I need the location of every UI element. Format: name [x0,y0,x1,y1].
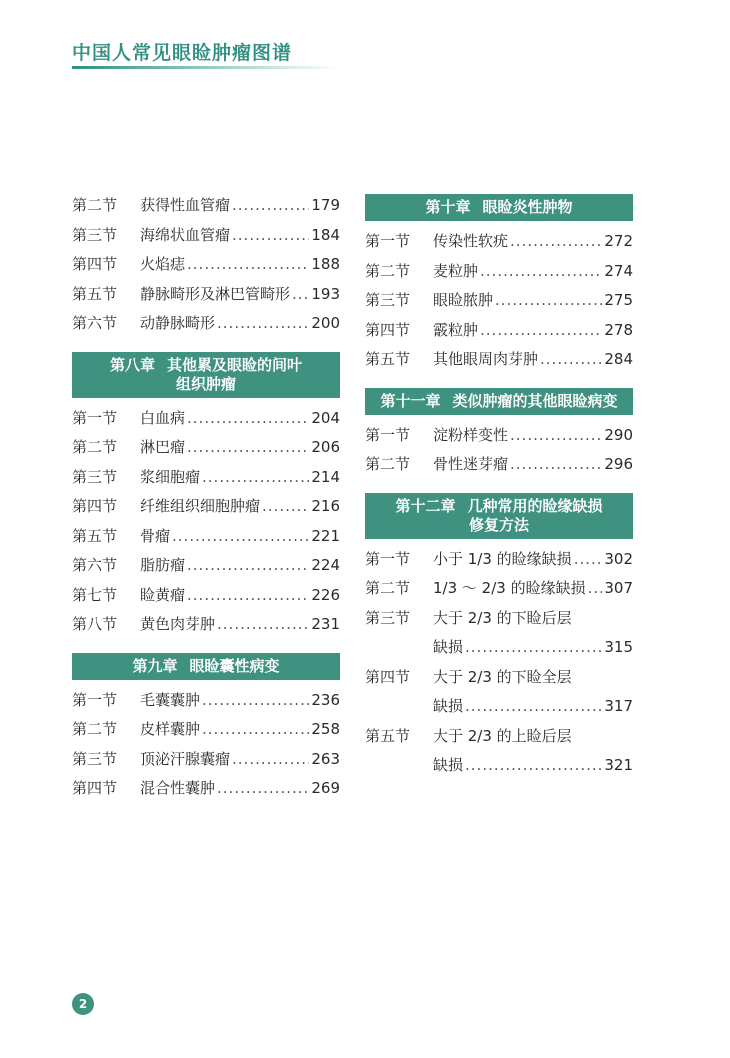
section-number: 第三节 [72,467,118,486]
dot-leader [465,697,602,715]
toc-entry[interactable] [365,548,633,578]
toc-left-column [72,194,340,807]
section-number: 第五节 [365,726,411,745]
section-number: 第七节 [72,585,118,604]
dot-leader [217,615,309,633]
section-title: 大于 2/3 的下睑全层 [433,667,572,686]
running-header [72,38,362,74]
page-number: 315 [604,638,633,656]
page-number: 258 [311,720,340,738]
toc-entry[interactable] [72,312,340,342]
chapter-title: 类似肿瘤的其他眼睑病变 [452,391,618,410]
chapter-number: 第十章 [425,198,471,216]
page-number: 224 [311,556,340,574]
toc-entry[interactable] [72,718,340,748]
section-number: 第二节 [72,196,118,214]
dot-leader [187,438,309,456]
dot-leader [510,232,602,250]
section-title: 骨性迷芽瘤 [433,455,509,473]
toc-right-column [365,194,633,784]
section-title-continued: 缺损 [433,638,464,656]
section-title: 睑黄瘤 [140,585,186,604]
chapter-number: 第八章 [109,355,155,374]
chapter-9-heading[interactable] [72,653,340,680]
toc-entry[interactable] [72,407,340,437]
dot-leader [510,455,602,473]
dot-leader [232,750,309,768]
page-number: 296 [604,455,633,473]
section-title: 淀粉样变性 [433,425,509,444]
section-number: 第一节 [72,690,118,709]
toc-entry[interactable] [72,689,340,719]
page-number: 275 [604,291,633,309]
book-title: 中国人常见眼睑肿瘤图谱 [72,42,293,64]
section-number: 第二节 [365,261,411,280]
page-number: 321 [604,756,633,774]
section-number: 第四节 [365,667,411,686]
section-title: 黄色肉芽肿 [140,615,216,633]
page-number: 269 [311,779,340,797]
section-number: 第三节 [365,291,411,309]
page-number: 231 [311,615,340,633]
toc-entry-continued[interactable] [365,695,633,725]
dot-leader [172,527,309,545]
section-title: 麦粒肿 [433,261,479,280]
section-title: 获得性血管瘤 [140,196,231,214]
section-title: 骨瘤 [140,526,171,545]
chapter-number: 第十一章 [380,391,441,410]
toc-entry[interactable] [72,584,340,614]
section-number: 第四节 [365,320,411,339]
section-number: 第五节 [72,526,118,545]
section-title: 大于 2/3 的下睑后层 [433,608,572,627]
section-title: 动静脉畸形 [140,314,216,332]
toc-entry[interactable] [72,466,340,496]
section-title: 毛囊囊肿 [140,690,201,709]
dot-leader [540,350,602,368]
dot-leader [495,291,602,309]
section-title: 淋巴瘤 [140,438,186,456]
page-number: 204 [311,408,340,427]
section-number: 第四节 [72,255,118,273]
section-title: 脂肪瘤 [140,556,186,574]
dot-leader [187,409,309,427]
page-number: 290 [604,425,633,444]
page-number: 188 [311,255,340,273]
dot-leader [588,579,603,597]
page-number: 221 [311,526,340,545]
section-number: 第五节 [72,284,118,303]
toc-entry[interactable] [365,725,633,755]
dot-leader [202,468,309,486]
section-title: 海绵状血管瘤 [140,225,231,244]
chapter-title: 眼睑炎性肿物 [482,198,573,216]
chapter-number: 第九章 [132,656,178,675]
section-number: 第二节 [365,455,411,473]
section-title: 眼睑脓肿 [433,291,494,309]
page-number: 179 [311,196,340,214]
toc-entry[interactable] [365,348,633,378]
section-number: 第二节 [365,579,411,597]
page-number: 193 [311,284,340,303]
section-title-continued: 缺损 [433,697,464,715]
section-title: 纤维组织细胞肿瘤 [140,497,261,515]
section-number: 第一节 [365,232,411,250]
section-title: 浆细胞瘤 [140,467,201,486]
section-number: 第三节 [72,225,118,244]
page-number: 200 [311,314,340,332]
dot-leader [574,550,603,568]
section-number: 第二节 [72,720,118,738]
section-number: 第四节 [72,779,118,797]
page-number: 278 [604,320,633,339]
chapter-title-continued: 组织肿瘤 [175,374,236,393]
section-title: 混合性囊肿 [140,779,216,797]
page-number: 284 [604,350,633,368]
section-title: 皮样囊肿 [140,720,201,738]
section-title: 霰粒肿 [433,320,479,339]
toc-entry[interactable] [365,666,633,696]
toc-entry[interactable] [365,453,633,483]
dot-leader [480,321,602,339]
page-number: 272 [604,232,633,250]
section-number: 第五节 [365,350,411,368]
page-number: 263 [311,749,340,768]
page-number: 226 [311,585,340,604]
toc-entry-continued[interactable] [365,754,633,784]
chapter-12-heading[interactable] [365,493,633,539]
page-number: 307 [604,579,633,597]
dot-leader [232,226,309,244]
toc-entry[interactable] [72,436,340,466]
toc-entry[interactable] [365,319,633,349]
page-number-badge: 2 [72,993,94,1015]
dot-leader [217,314,309,332]
chapter-10-heading[interactable] [365,194,633,221]
toc-entry[interactable] [72,253,340,283]
section-title: 小于 1/3 的睑缘缺损 [433,549,572,568]
page-number: 214 [311,467,340,486]
dot-leader [187,556,309,574]
header-rule [72,66,340,69]
section-title: 顶泌汗腺囊瘤 [140,749,231,768]
dot-leader [202,720,309,738]
chapter-11-heading[interactable] [365,388,633,415]
section-number: 第三节 [72,749,118,768]
toc-entry[interactable] [72,525,340,555]
dot-leader [202,691,309,709]
chapter-title: 其他累及眼睑的间叶 [167,355,303,374]
toc-entry[interactable] [365,289,633,319]
section-number: 第六节 [72,556,118,574]
section-title: 1/3 ～ 2/3 的睑缘缺损 [433,579,586,597]
toc-entry[interactable] [72,748,340,778]
page-number: 302 [604,549,633,568]
toc-entry[interactable] [365,260,633,290]
section-title-continued: 缺损 [433,756,464,774]
chapter-title: 几种常用的睑缘缺损 [467,496,603,515]
toc-entry[interactable] [365,424,633,454]
section-title: 白血病 [140,408,186,427]
section-number: 第八节 [72,615,118,633]
toc-entry[interactable] [72,777,340,807]
dot-leader [292,285,309,303]
dot-leader [510,426,602,444]
toc-entry[interactable] [72,283,340,313]
section-title: 火焰痣 [140,255,186,273]
page-number: 317 [604,697,633,715]
section-title: 大于 2/3 的上睑后层 [433,726,572,745]
dot-leader [187,586,309,604]
section-number: 第四节 [72,497,118,515]
dot-leader [187,255,309,273]
dot-leader [480,262,602,280]
toc-entry[interactable] [72,224,340,254]
page-number: 216 [311,497,340,515]
toc-entry[interactable] [365,230,633,260]
toc-entry[interactable] [72,613,340,643]
toc-entry[interactable] [72,554,340,584]
section-number: 第二节 [72,438,118,456]
chapter-number: 第十二章 [395,496,456,515]
dot-leader [465,756,602,774]
dot-leader [232,196,309,214]
chapter-8-heading[interactable] [72,352,340,398]
page-number: 236 [311,690,340,709]
dot-leader [262,497,309,515]
section-title: 传染性软疣 [433,232,509,250]
dot-leader [217,779,309,797]
page-number: 184 [311,225,340,244]
toc-entry-continued[interactable] [365,636,633,666]
page-number: 274 [604,261,633,280]
section-number: 第三节 [365,608,411,627]
toc-entry[interactable] [72,194,340,224]
toc-entry[interactable] [365,607,633,637]
section-number: 第一节 [72,408,118,427]
section-number: 第一节 [365,549,411,568]
page-number: 206 [311,438,340,456]
section-number: 第一节 [365,425,411,444]
toc-entry[interactable] [365,577,633,607]
chapter-title: 眼睑囊性病变 [189,656,280,675]
section-title: 静脉畸形及淋巴管畸形 [140,284,291,303]
section-title: 其他眼周肉芽肿 [433,350,539,368]
dot-leader [465,638,602,656]
chapter-title-continued: 修复方法 [468,515,529,534]
toc-entry[interactable] [72,495,340,525]
section-number: 第六节 [72,314,118,332]
